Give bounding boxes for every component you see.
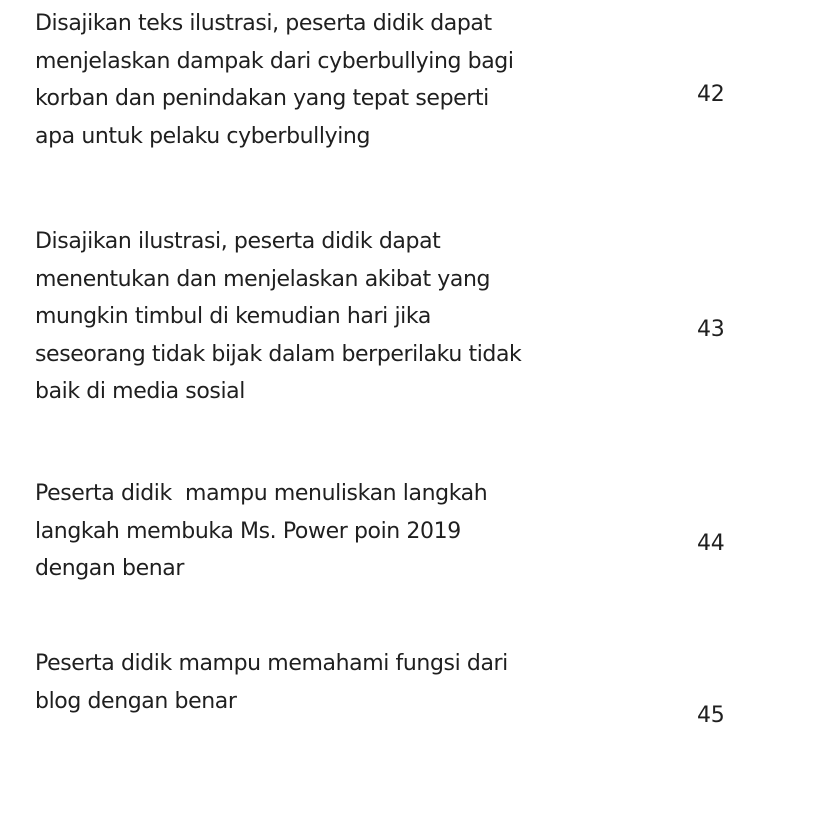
description-line: Disajikan ilustrasi, peserta didik dapat — [35, 229, 441, 254]
description-line: blog dengan benar — [35, 688, 237, 714]
question-number: 44 — [697, 531, 725, 556]
description-line: seseorang tidak bijak dalam berperilaku tidak — [35, 341, 522, 367]
question-number: 45 — [697, 703, 725, 728]
description-line: Peserta didik mampu memahami fungsi dari — [35, 651, 508, 676]
description-line: dengan benar — [35, 556, 184, 581]
indicator-description — [35, 5, 635, 155]
indicator-description — [35, 223, 635, 411]
description-line: korban dan penindakan yang tepat seperti — [35, 86, 489, 111]
indicator-description — [35, 645, 635, 720]
description-line: Disajikan teks ilustrasi, peserta didik dapat — [35, 11, 492, 36]
indicator-description — [35, 475, 635, 588]
description-line: baik di media sosial — [35, 379, 245, 404]
description-line: langkah membuka Ms. Power poin 2019 — [35, 518, 461, 544]
description-line: apa untuk pelaku cyberbullying — [35, 123, 371, 149]
description-line: mungkin timbul di kemudian hari jika — [35, 304, 431, 329]
description-line: Peserta didik mampu menuliskan langkah — [35, 481, 488, 506]
description-line: menjelaskan dampak dari cyberbullying bagi — [35, 48, 514, 74]
question-number: 42 — [697, 82, 725, 107]
question-number: 43 — [697, 317, 725, 342]
description-line: menentukan dan menjelaskan akibat yang — [35, 266, 491, 292]
